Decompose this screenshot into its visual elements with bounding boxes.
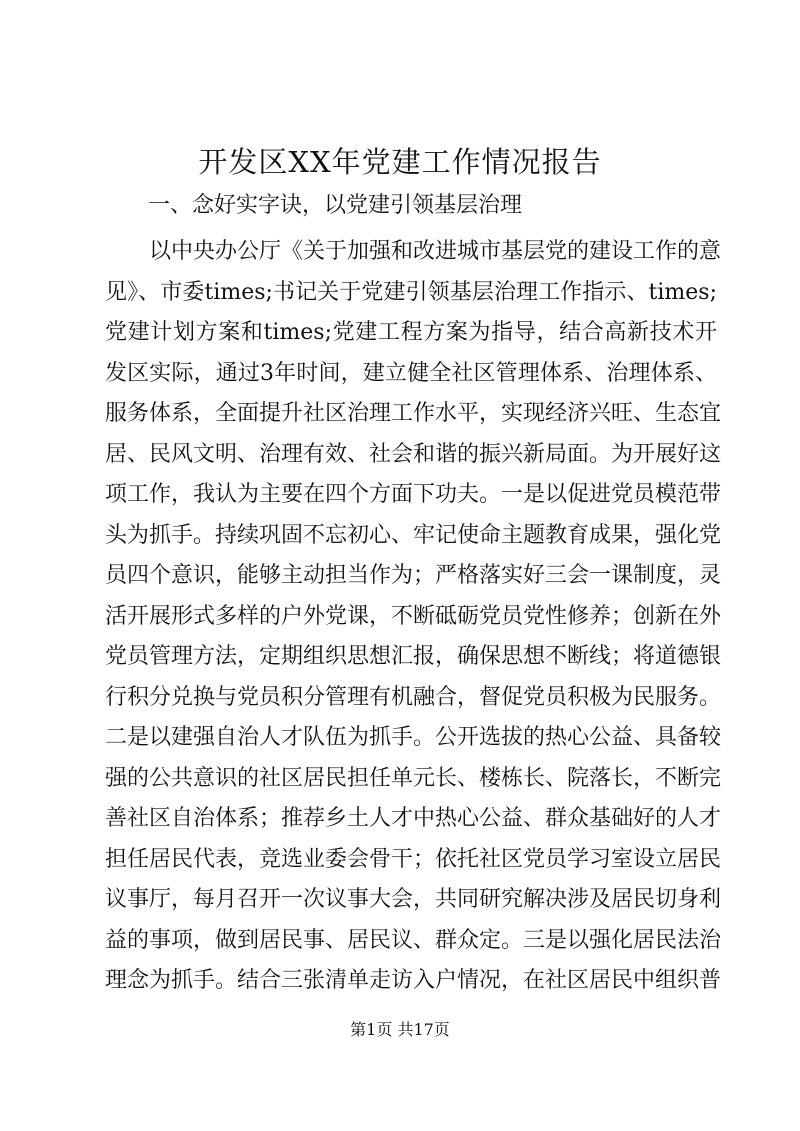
- paragraph-line: 见》、市委times;书记关于党建引领基层治理工作指示、times;: [105, 279, 717, 305]
- paragraph-line: 发区实际，通过3年时间，建立健全社区管理体系、治理体系、: [105, 360, 717, 386]
- paragraph-line: 强的公共意识的社区居民担任单元长、楼栋长、院落长，不断完: [105, 765, 722, 791]
- paragraph-line: 活开展形式多样的户外党课，不断砥砺党员党性修养；创新在外: [105, 603, 722, 629]
- paragraph-line: 行积分兑换与党员积分管理有机融合，督促党员积极为民服务。: [105, 684, 722, 710]
- paragraph-line: 项工作，我认为主要在四个方面下功夫。一是以促进党员模范带: [105, 482, 722, 507]
- paragraph-line: 党员管理方法，定期组织思想汇报，确保思想不断线；将道德银: [105, 644, 722, 669]
- paragraph-line: 益的事项，做到居民事、居民议、群众定。三是以强化居民法治: [105, 927, 722, 953]
- page-number: 第1页 共17页: [350, 1020, 450, 1039]
- section-heading: 一、念好实字诀，以党建引领基层治理: [148, 193, 523, 218]
- paragraph-line: 居、民风文明、治理有效、社会和谐的振兴新局面。为开展好这: [105, 441, 722, 467]
- paragraph-line: 以中央办公厅《关于加强和改进城市基层党的建设工作的意: [149, 239, 722, 264]
- paragraph-line: 二是以建强自治人才队伍为抓手。公开选拔的热心公益、具备较: [105, 725, 722, 750]
- paragraph-line: 担任居民代表，竞选业委会骨干；依托社区党员学习室设立居民: [105, 846, 722, 872]
- paragraph-line: 议事厅，每月召开一次议事大会，共同研究解决涉及居民切身利: [105, 887, 722, 912]
- paragraph-line: 头为抓手。持续巩固不忘初心、牢记使命主题教育成果，强化党: [105, 522, 722, 548]
- body-paragraph: [105, 232, 722, 1002]
- paragraph-line: 党建计划方案和times;党建工程方案为指导，结合高新技术开: [105, 320, 717, 345]
- paragraph-line: 理念为抓手。结合三张清单走访入户情况，在社区居民中组织普: [105, 968, 722, 993]
- paragraph-line: 员四个意识，能够主动担当作为；严格落实好三会一课制度，灵: [105, 563, 722, 588]
- document-title: 开发区XX年党建工作情况报告: [198, 145, 602, 179]
- paragraph-line: 善社区自治体系；推荐乡土人才中热心公益、群众基础好的人才: [105, 806, 722, 831]
- paragraph-line: 服务体系，全面提升社区治理工作水平，实现经济兴旺、生态宜: [105, 401, 722, 426]
